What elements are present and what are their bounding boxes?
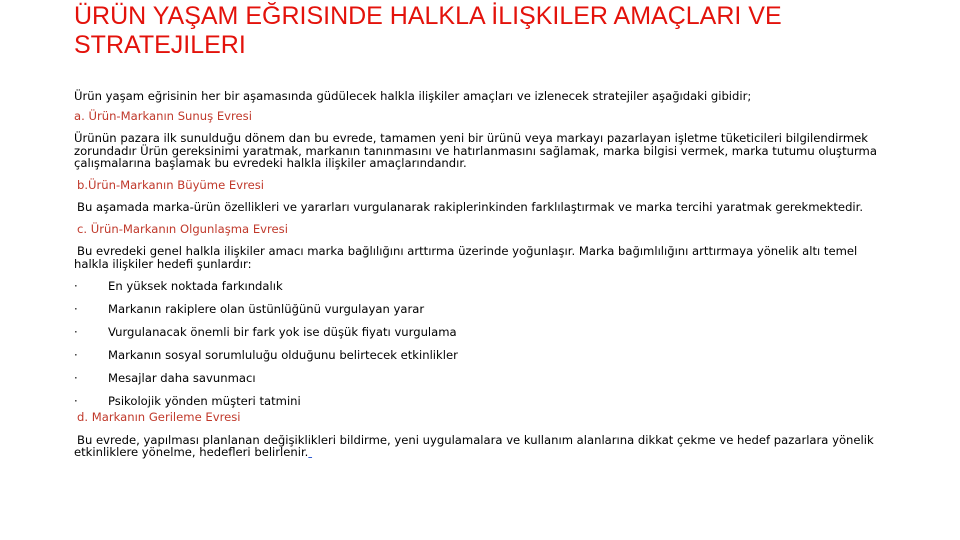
section-text-olgunlasma: Bu evredeki genel halkla ilişkiler amacı marka bağlılığını arttırma üzerinde yoğunlaşır. Marka bağımlılığını arttırmaya yönelik altı temel halkla ilişkiler hedefi şunlardır:	[74, 244, 858, 271]
list-item: · Vurgulanacak önemli bir fark yok ise düşük fiyatı vurgulama	[74, 325, 457, 339]
section-text-sunus: Ürünün pazara ilk sunulduğu dönem dan bu evrede, tamamen yeni bir ürünü veya markayı pazarlayan işletme tüketicileri bilgilendirmek zorundadır Ürün gereksinimi yaratmak, markanın tanınmasını ve hatırlanmasını sağlamak, marka bilgisi vermek, marka tutumu oluşturma çalışmalarına başlamak bu evredeki halkla ilişkiler amaçlarındandır.	[74, 131, 877, 170]
reference-link[interactable]	[308, 445, 312, 459]
list-item: · Psikolojik yönden müşteri tatmini	[74, 394, 301, 408]
section-text-gerileme: Bu evrede, yapılması planlanan değişiklikleri bildirme, yeni uygulamalara ve kullanım alanlarına dikkat çekme ve hedef pazarlara yönelik etkinliklere yönelme, hedefleri belirlenir.	[74, 432, 874, 459]
section-text-buyume: Bu aşamada marka-ürün özellikleri ve yararları vurgulanarak rakiplerinkinden farklılaştırmak ve marka tercihi yaratmak gerekmektedir.	[77, 200, 864, 214]
goals-list	[74, 280, 894, 411]
list-item: · Mesajlar daha savunmacı	[74, 371, 256, 385]
section-heading-olgunlasma: c. Ürün-Markanın Olgunlaşma Evresi	[77, 221, 288, 236]
section-heading-buyume: b.Ürün-Markanın Büyüme Evresi	[77, 177, 264, 192]
bullet-icon: ·	[74, 371, 78, 385]
bullet-icon: ·	[74, 325, 78, 339]
section-heading-sunus: a. Ürün-Markanın Sunuş Evresi	[74, 108, 252, 123]
bullet-icon: ·	[74, 302, 78, 316]
bullet-icon: ·	[74, 348, 78, 362]
list-item: · En yüksek noktada farkındalık	[74, 279, 283, 293]
list-item: · Markanın sosyal sorumluluğu olduğunu belirtecek etkinlikler	[74, 348, 458, 362]
list-item: · Markanın rakiplere olan üstünlüğünü vurgulayan yarar	[74, 302, 425, 316]
page-title: ÜRÜN YAŞAM EĞRISINDE HALKLA İLIŞKILER AMAÇLARI VE STRATEJILERI	[74, 2, 782, 59]
bullet-icon: ·	[74, 394, 78, 408]
body-content	[74, 90, 894, 459]
section-heading-gerileme: d. Markanın Gerileme Evresi	[77, 410, 241, 424]
bullet-icon: ·	[74, 279, 78, 293]
intro-paragraph: Ürün yaşam eğrisinin her bir aşamasında güdülecek halkla ilişkiler amaçları ve izlenecek stratejiler aşağıdaki gibidir;	[74, 89, 752, 103]
